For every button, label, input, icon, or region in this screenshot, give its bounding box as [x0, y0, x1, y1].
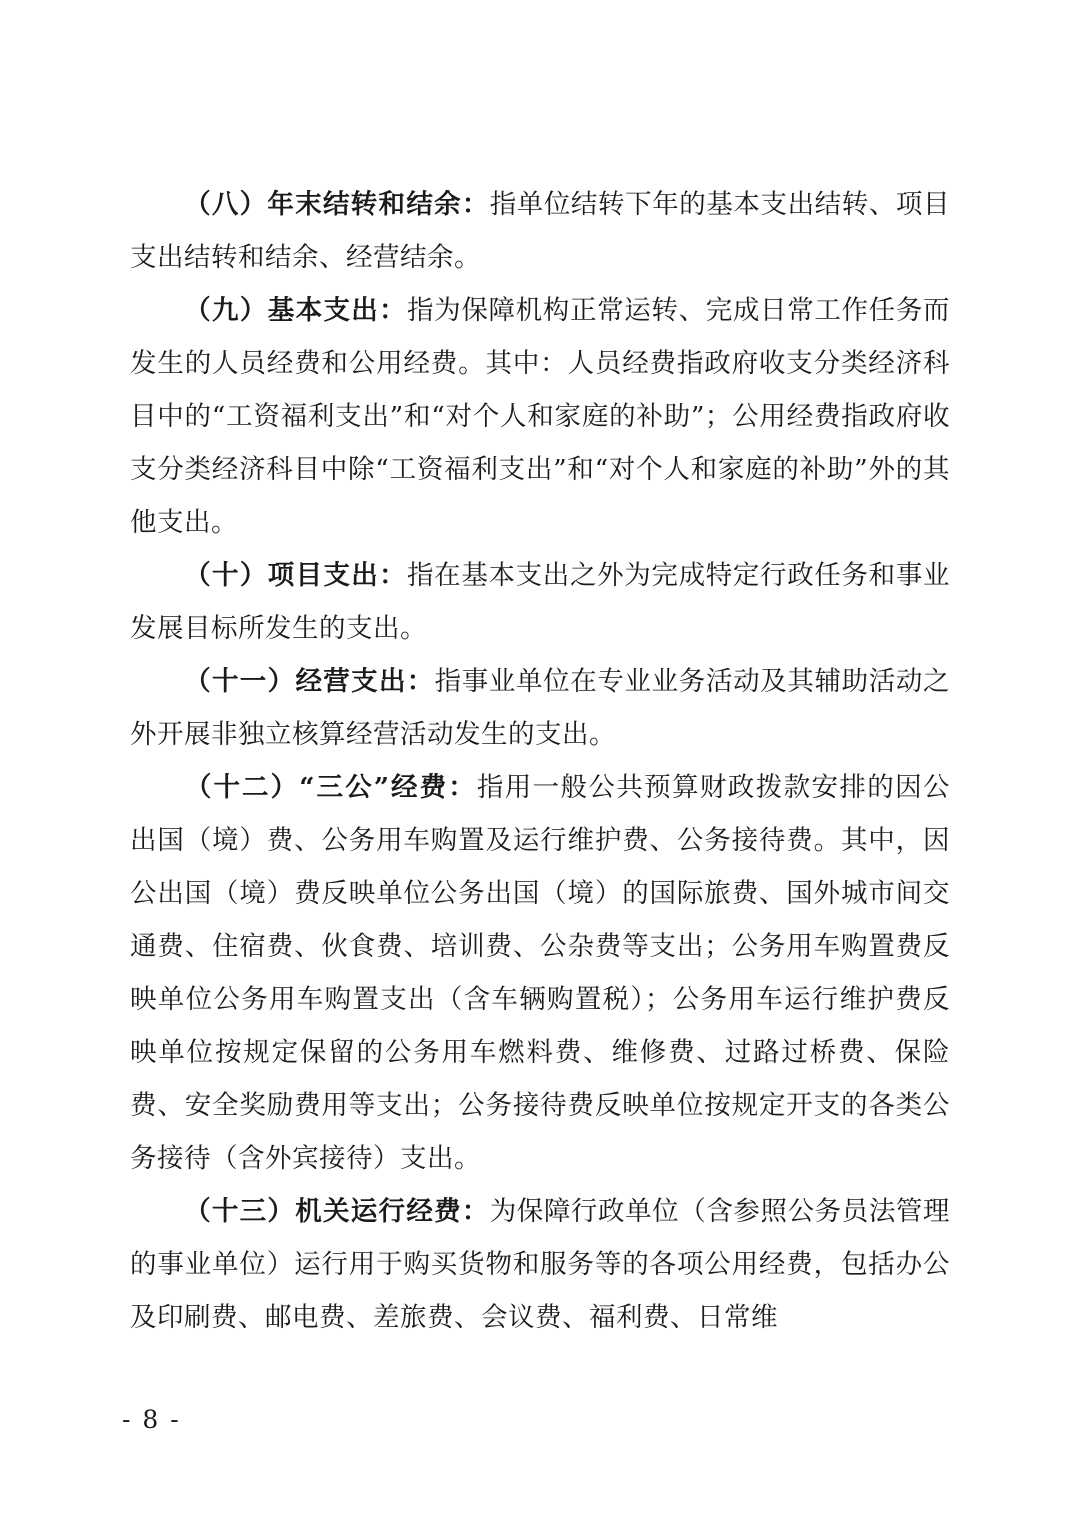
paragraph-9-body: 指为保障机构正常运转、完成日常工作任务而发生的人员经费和公用经费。其中：人员经费指政府收支分类经济科目中的“工资福利支出”和“对个人和家庭的补助”；公用经费指政府收支分类经济科目中除“工资福利支出”和“对个人和家庭的补助”外的其他支出。 [130, 295, 950, 538]
paragraph-10 [130, 549, 950, 655]
paragraph-11 [130, 655, 950, 761]
document-body [130, 178, 950, 1344]
paragraph-10-lead: （十）项目支出： [184, 560, 408, 591]
paragraph-8-body: 指单位结转下年的基本支出结转、项目支出结转和结余、经营结余。 [130, 189, 950, 273]
paragraph-8-lead: （八）年末结转和结余： [184, 189, 490, 220]
paragraph-13 [130, 1185, 950, 1344]
paragraph-9 [130, 284, 950, 549]
paragraph-12-body: 指用一般公共预算财政拨款安排的因公出国（境）费、公务用车购置及运行维护费、公务接待费。其中，因公出国（境）费反映单位公务出国（境）的国际旅费、国外城市间交通费、住宿费、伙食费、培训费、公杂费等支出；公务用车购置费反映单位公务用车购置支出（含车辆购置税）；公务用车运行维护费反映单位按规定保留的公务用车燃料费、维修费、过路过桥费、保险费、安全奖励费用等支出；公务接待费反映单位按规定开支的各类公务接待（含外宾接待）支出。 [130, 772, 951, 1174]
paragraph-13-lead: （十三）机关运行经费： [184, 1196, 490, 1227]
paragraph-8 [130, 178, 950, 284]
page-number: - 8 - [122, 1405, 181, 1434]
paragraph-11-lead: （十一）经营支出： [184, 666, 435, 697]
paragraph-9-lead: （九）基本支出： [184, 295, 408, 326]
paragraph-13-body: 为保障行政单位（含参照公务员法管理的事业单位）运行用于购买货物和服务等的各项公用经费，包括办公及印刷费、邮电费、差旅费、会议费、福利费、日常维 [130, 1196, 950, 1333]
paragraph-12-lead: （十二）“三公”经费： [184, 772, 477, 803]
paragraph-10-body: 指在基本支出之外为完成特定行政任务和事业发展目标所发生的支出。 [130, 560, 950, 644]
paragraph-12 [130, 761, 950, 1185]
paragraph-11-body: 指事业单位在专业业务活动及其辅助活动之外开展非独立核算经营活动发生的支出。 [130, 666, 950, 750]
